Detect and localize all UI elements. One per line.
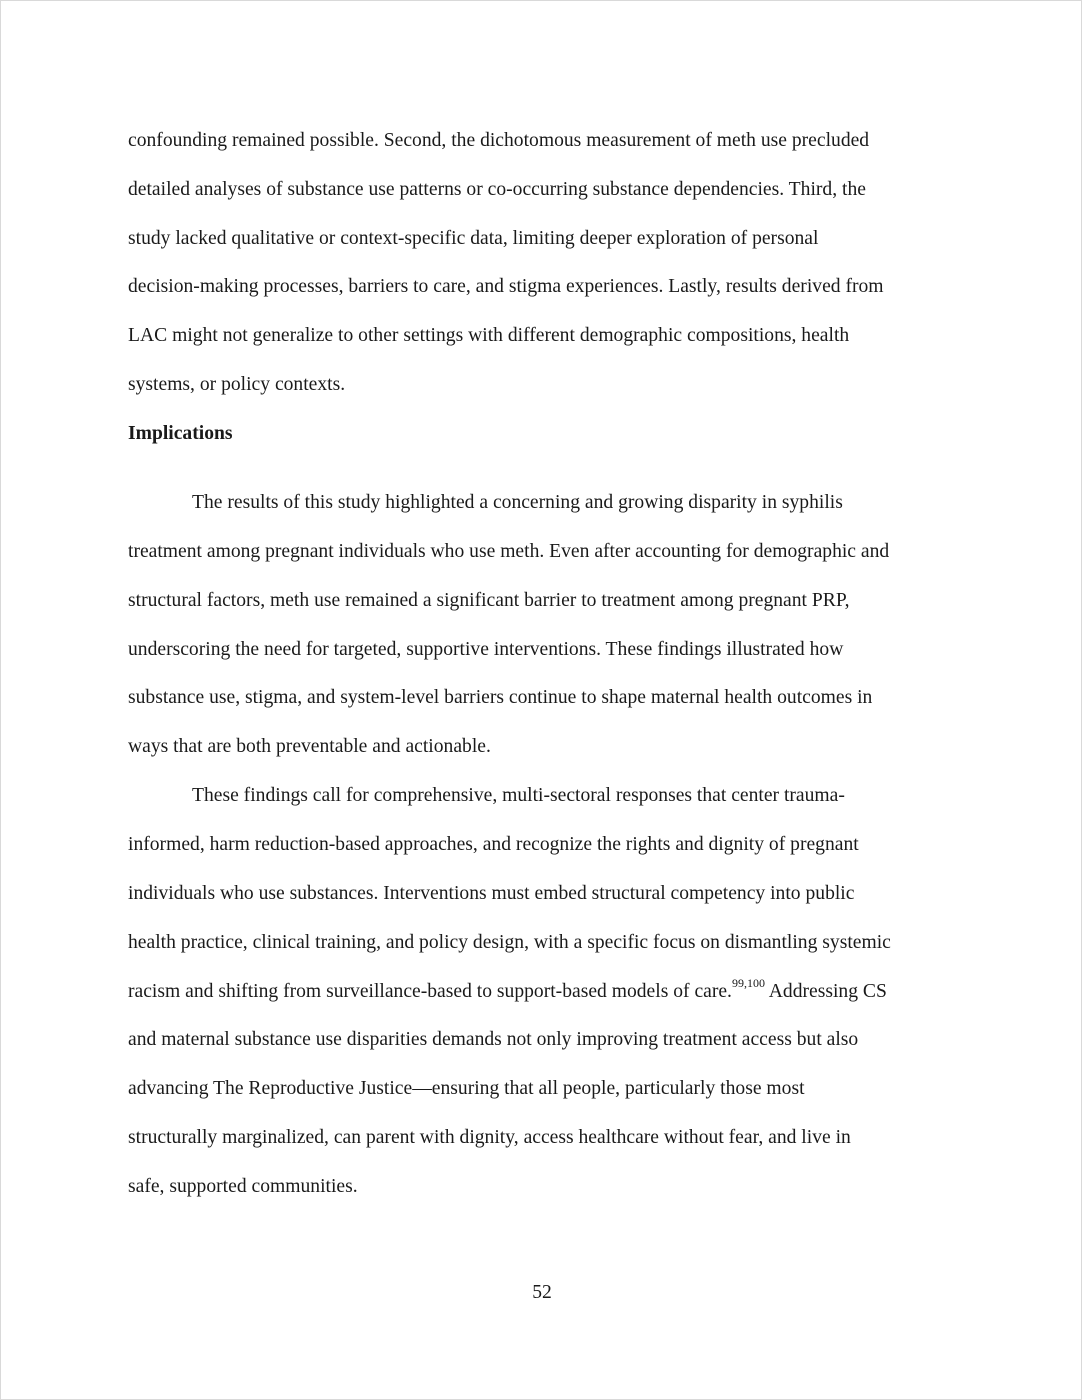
text-line: ways that are both preventable and actionable. [128,736,491,757]
text-line: underscoring the need for targeted, supportive interventions. These findings illustrated how [128,639,844,660]
text-line: informed, harm reduction-based approaches, and recognize the rights and dignity of pregnant [128,834,859,855]
text-line: confounding remained possible. Second, the dichotomous measurement of meth use precluded [128,130,870,151]
text-line: The results of this study highlighted a concerning and growing disparity in syphilis [192,492,843,513]
text-line: structurally marginalized, can parent with dignity, access healthcare without fear, and live in [128,1127,851,1148]
page-number: 52 [532,1282,552,1303]
text-line: LAC might not generalize to other settings with different demographic compositions, health [128,325,850,346]
text-line: health practice, clinical training, and policy design, with a specific focus on dismantling systemic [128,932,891,953]
text-line: study lacked qualitative or context-specific data, limiting deeper exploration of personal [128,228,819,249]
text-line-with-citation [128,976,887,1004]
text-line: advancing The Reproductive Justice—ensuring that all people, particularly those most [128,1078,805,1099]
text-line: decision-making processes, barriers to care, and stigma experiences. Lastly, results derived from [128,276,884,297]
text-line: systems, or policy contexts. [128,374,346,395]
text-line: treatment among pregnant individuals who use meth. Even after accounting for demographic and [128,541,890,562]
text-line: These findings call for comprehensive, multi-sectoral responses that center trauma- [192,785,845,806]
text-line: substance use, stigma, and system-level barriers continue to shape maternal health outcomes in [128,687,873,708]
text-segment: Addressing CS [764,981,887,1002]
text-line: structural factors, meth use remained a significant barrier to treatment among pregnant PRP, [128,590,850,611]
section-heading: Implications [128,423,233,444]
text-segment: racism and shifting from surveillance-based to support-based models of care. [128,981,732,1002]
text-line: individuals who use substances. Interventions must embed structural competency into public [128,883,855,904]
citation-superscript: 99,100 [731,976,765,991]
text-line: detailed analyses of substance use patterns or co-occurring substance dependencies. Third, the [128,179,866,200]
text-line: and maternal substance use disparities demands not only improving treatment access but also [128,1029,859,1050]
text-line: safe, supported communities. [128,1176,358,1197]
